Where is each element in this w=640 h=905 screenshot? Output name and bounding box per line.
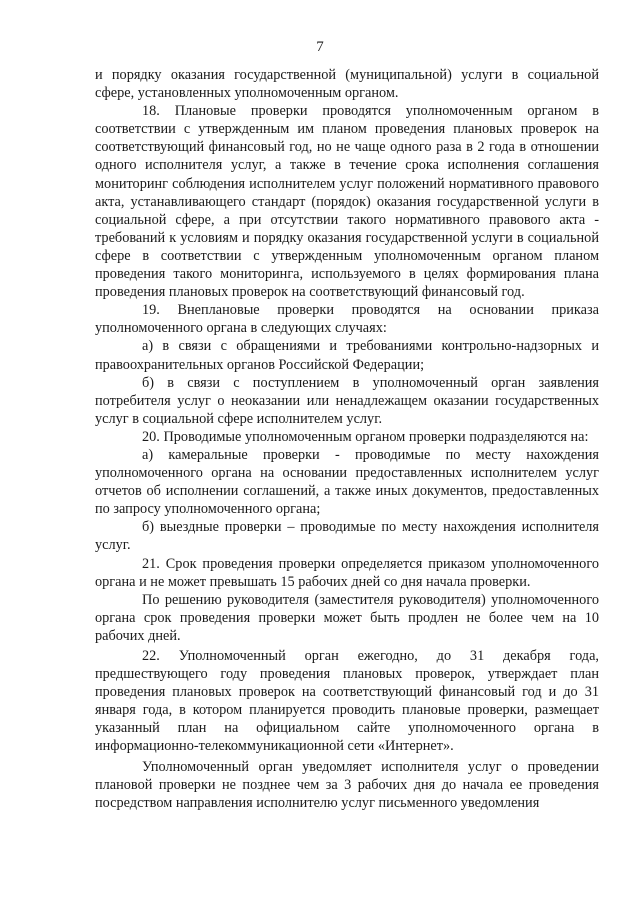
paragraph-continuation: и порядку оказания государственной (муниципальной) услуги в социальной сфере, установленных уполномоченным органом. xyxy=(95,67,599,102)
paragraph-21-inspection-term: 21. Срок проведения проверки определяется приказом уполномоченного органа и не может превышать 15 рабочих дней со дня начала проверки. xyxy=(95,555,599,590)
document-body xyxy=(95,66,599,812)
paragraph-19b: б) в связи с поступлением в уполномоченный орган заявления потребителя услуг о неоказании или ненадлежащем оказании государственных услуг в социальной сфере исполнителем услуг. xyxy=(95,374,599,427)
page-number: 7 xyxy=(316,39,324,55)
paragraph-22-annual-plan: 22. Уполномоченный орган ежегодно, до 31 декабря года, предшествующего году проведения плановых проверок, утверждает план проведения плановых проверок на соответствующий финансовый год и до 31 января года, в котором планируется проводить плановые проверки, размещает указанный план на официальном сайте уполномоченного органа в информационно-телекоммуникационной сети «Интернет». xyxy=(95,648,599,755)
paragraph-20a-desk-inspections: а) камеральные проверки - проводимые по месту нахождения уполномоченного органа на основании предоставленных исполнителем услуг отчетов об исполнении соглашений, а также иных документов, предоставленных по запросу уполномоченного органа; xyxy=(95,446,599,518)
paragraph-19-unscheduled-inspections: 19. Внеплановые проверки проводятся на основании приказа уполномоченного органа в следующих случаях: xyxy=(95,302,599,337)
paragraph-20-inspection-types: 20. Проводимые уполномоченным органом проверки подразделяются на: xyxy=(142,428,589,445)
paragraph-19a: а) в связи с обращениями и требованиями контрольно-надзорных и правоохранительных органов Российской Федерации; xyxy=(95,338,599,373)
paragraph-18-planned-inspections: 18. Плановые проверки проводятся уполномоченным органом в соответствии с утвержденным им планом проведения плановых проверок на соответствующий финансовый год, но не чаще одного раза в 2 года в отношении одного исполнителя услуг, а также в течение срока исполнения соглашения мониторинг соблюдения исполнителем услуг положений нормативного правового акта, устанавливающего стандарт (порядок) оказания государственной услуги в социальной сфере, а при отсутствии такого нормативного правового акта - требований к условиям и порядку оказания государственной услуги в социальной сфере в соответствии с утвержденным уполномоченным органом планом проведения такого мониторинга, используемого в целях формирования плана проведения плановых проверок на соответствующий финансовый год. xyxy=(95,103,599,301)
paragraph-notification: Уполномоченный орган уведомляет исполнителя услуг о проведении плановой проверки не позднее чем за 3 рабочих дня до начала ее проведения посредством направления исполнителю услуг письменного уведомления xyxy=(95,758,599,811)
paragraph-term-extension: По решению руководителя (заместителя руководителя) уполномоченного органа срок проведения проверки может быть продлен не более чем на 10 рабочих дней. xyxy=(95,591,599,644)
paragraph-20b-field-inspections: б) выездные проверки – проводимые по месту нахождения исполнителя услуг. xyxy=(95,519,599,554)
